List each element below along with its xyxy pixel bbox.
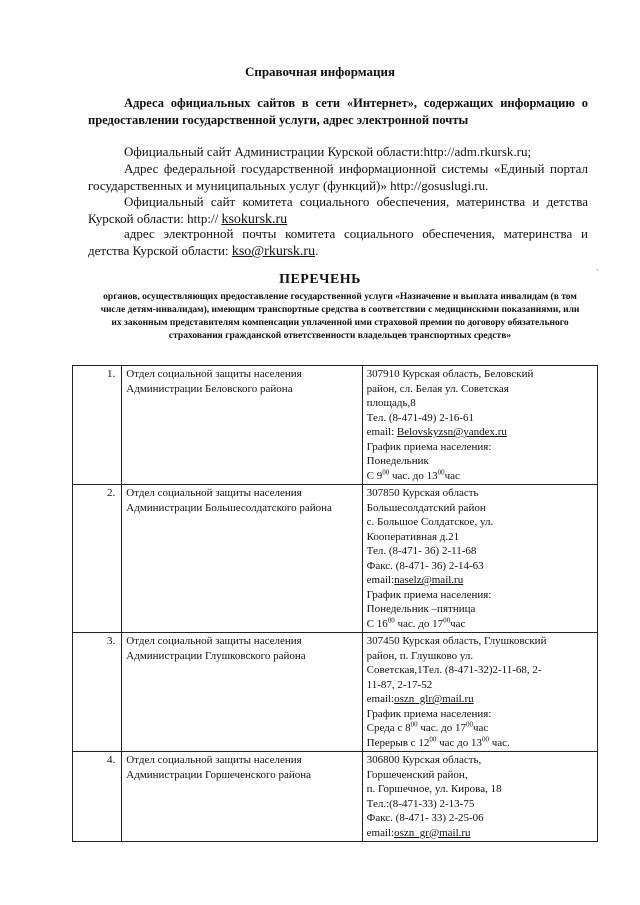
committee-site-link[interactable]: ksokursk.ru <box>221 212 288 227</box>
row-number: 4. <box>73 752 122 842</box>
address-line: Тел. (8-471-49) 2-16-61 <box>366 411 475 424</box>
office-contacts <box>362 366 597 485</box>
time-to-sup: 00 <box>465 720 473 729</box>
time-end: час <box>444 469 460 482</box>
time-end: час <box>450 617 466 630</box>
schedule-time <box>367 469 593 484</box>
address-line: 11-87, 2-17-52 <box>366 678 433 691</box>
time-to-sup: 00 <box>443 615 451 624</box>
address-line: Факс. (8-471- 33) 2-25-06 <box>366 812 484 824</box>
time-mid: час. до 17 <box>417 722 466 734</box>
address-line: 307910 Курская область, Беловский <box>366 368 534 380</box>
email-link[interactable]: naselz@mail.ru <box>394 574 464 586</box>
email-line <box>367 826 593 841</box>
email-prefix: email: <box>366 693 395 705</box>
email-prefix: email: <box>366 826 395 839</box>
schedule-time <box>367 721 593 736</box>
time-mid: час. до 13 <box>389 469 438 482</box>
break-time <box>367 736 593 751</box>
break-mid: час до 13 <box>436 736 482 749</box>
admin-site-line: Официальный сайт Администрации Курской области:http://adm.rkursk.ru; <box>124 144 532 159</box>
email-link[interactable]: oszn_gr@mail.ru <box>394 826 471 839</box>
address-line: площадь,8 <box>366 397 416 409</box>
time-from: С 16 <box>366 617 388 630</box>
time-from: С 9 <box>366 469 383 482</box>
address-line: Тел. (8-471- 36) 2-11-68 <box>366 545 477 557</box>
address-line: с. Большое Солдатское, ул. <box>366 516 494 528</box>
break-from: Перерыв с 12 <box>366 736 430 749</box>
table-row <box>73 633 598 752</box>
page-title: Справочная информация <box>244 64 396 79</box>
address-line: Факс. (8-471- 36) 2-14-63 <box>366 559 484 572</box>
schedule-title: График приема населения: <box>366 440 492 453</box>
row-number: 3. <box>73 633 122 752</box>
row-number: 2. <box>73 485 122 633</box>
table-row <box>73 752 598 842</box>
email-prefix: email: <box>366 426 397 438</box>
list-title: ПЕРЕЧЕНЬ <box>279 272 361 287</box>
address-line: район, п. Глушково ул. <box>366 649 474 662</box>
committee-email-text: адрес электронной почты комитета социального обеспечения, материнства и детства Курской области: <box>88 226 588 258</box>
sites-heading: Адреса официальных сайтов в сети «Интернет», содержащих информацию о предоставлении государственной услуги, адрес электронной почты <box>88 96 588 127</box>
address-line: Большесолдатский район <box>366 501 486 514</box>
row-number: 1. <box>73 366 122 485</box>
email-line <box>367 573 593 588</box>
office-contacts <box>362 485 597 633</box>
portal-site-line: Адрес федеральной государственной информационной системы «Единый портал государственных и муниципальных услуг (функций)» http://gosuslugi.ru. <box>88 161 588 193</box>
address-line: Советская,1Тел. (8-471-32)2-11-68, 2- <box>366 664 542 676</box>
address-line: Тел.:(8-471-33) 2-13-75 <box>366 797 475 810</box>
office-contacts <box>362 752 597 842</box>
office-name: Отдел социальной защиты населения Администрации Горшеченского района <box>122 752 362 842</box>
committee-site-line <box>88 193 588 228</box>
address-line: район, сл. Белая ул. Советская <box>366 382 509 395</box>
time-from-sup: 00 <box>382 467 390 476</box>
email-line <box>367 692 593 707</box>
table-row <box>73 366 598 485</box>
office-name: Отдел социальной защиты населения Администрации Большесолдатского района <box>122 485 362 633</box>
list-subtitle: органов, осуществляющих предоставление государственной услуги «Назначение и выплата инвалидам (в том числе детям-инвалидам), имеющим транспортные средства в соответствии с медицинскими показаниями, или их законным представителям компенсации уплаченной ими страховой премии по договору обязательного страхования гражданской ответственности владельцев транспортных средств» <box>100 292 580 341</box>
committee-email-end: . <box>315 243 319 258</box>
schedule-days: Понедельник –пятница <box>366 603 476 615</box>
address-line: 307850 Курская область <box>366 487 479 499</box>
table-row <box>73 485 598 633</box>
time-from: Среда с 8 <box>366 722 411 734</box>
committee-email-link[interactable]: kso@rkursk.ru <box>231 244 316 259</box>
office-name: Отдел социальной защиты населения Администрации Беловского района <box>122 366 362 485</box>
time-mid: час. до 17 <box>394 617 444 630</box>
schedule-title: График приема населения: <box>366 707 492 720</box>
office-contacts <box>362 633 597 752</box>
time-to-sup: 00 <box>437 467 445 476</box>
time-end: час <box>472 722 489 734</box>
time-from-sup: 00 <box>387 615 395 624</box>
address-line: п. Горшечное, ул. Кирова, 18 <box>366 783 502 795</box>
email-link[interactable]: oszn_glr@mail.ru <box>394 693 474 705</box>
stray-mark: ` <box>596 268 599 278</box>
break-from-sup: 00 <box>429 734 437 743</box>
offices-table <box>72 365 598 842</box>
break-to-sup: 00 <box>481 734 489 743</box>
committee-site-text: Официальный сайт комитета социального обеспечения, материнства и детства Курской области: http:// <box>88 194 588 226</box>
office-name: Отдел социальной защиты населения Администрации Глушковского района <box>122 633 362 752</box>
schedule-time <box>367 617 593 632</box>
address-line: Кооперативная д.21 <box>366 530 460 543</box>
committee-email-line <box>88 225 588 260</box>
email-link[interactable]: Belovskyzsn@yandex.ru <box>396 426 507 438</box>
schedule-days: Понедельник <box>366 455 429 467</box>
schedule-title: График приема населения: <box>366 588 492 601</box>
time-from-sup: 00 <box>410 720 418 729</box>
address-line: 306800 Курская область, <box>366 754 482 766</box>
email-line <box>367 425 593 440</box>
break-end: час. <box>488 736 510 749</box>
email-prefix: email: <box>366 574 395 586</box>
address-line: Горшеченский район, <box>366 768 468 781</box>
address-line: 307450 Курская область, Глушковский <box>366 635 547 647</box>
